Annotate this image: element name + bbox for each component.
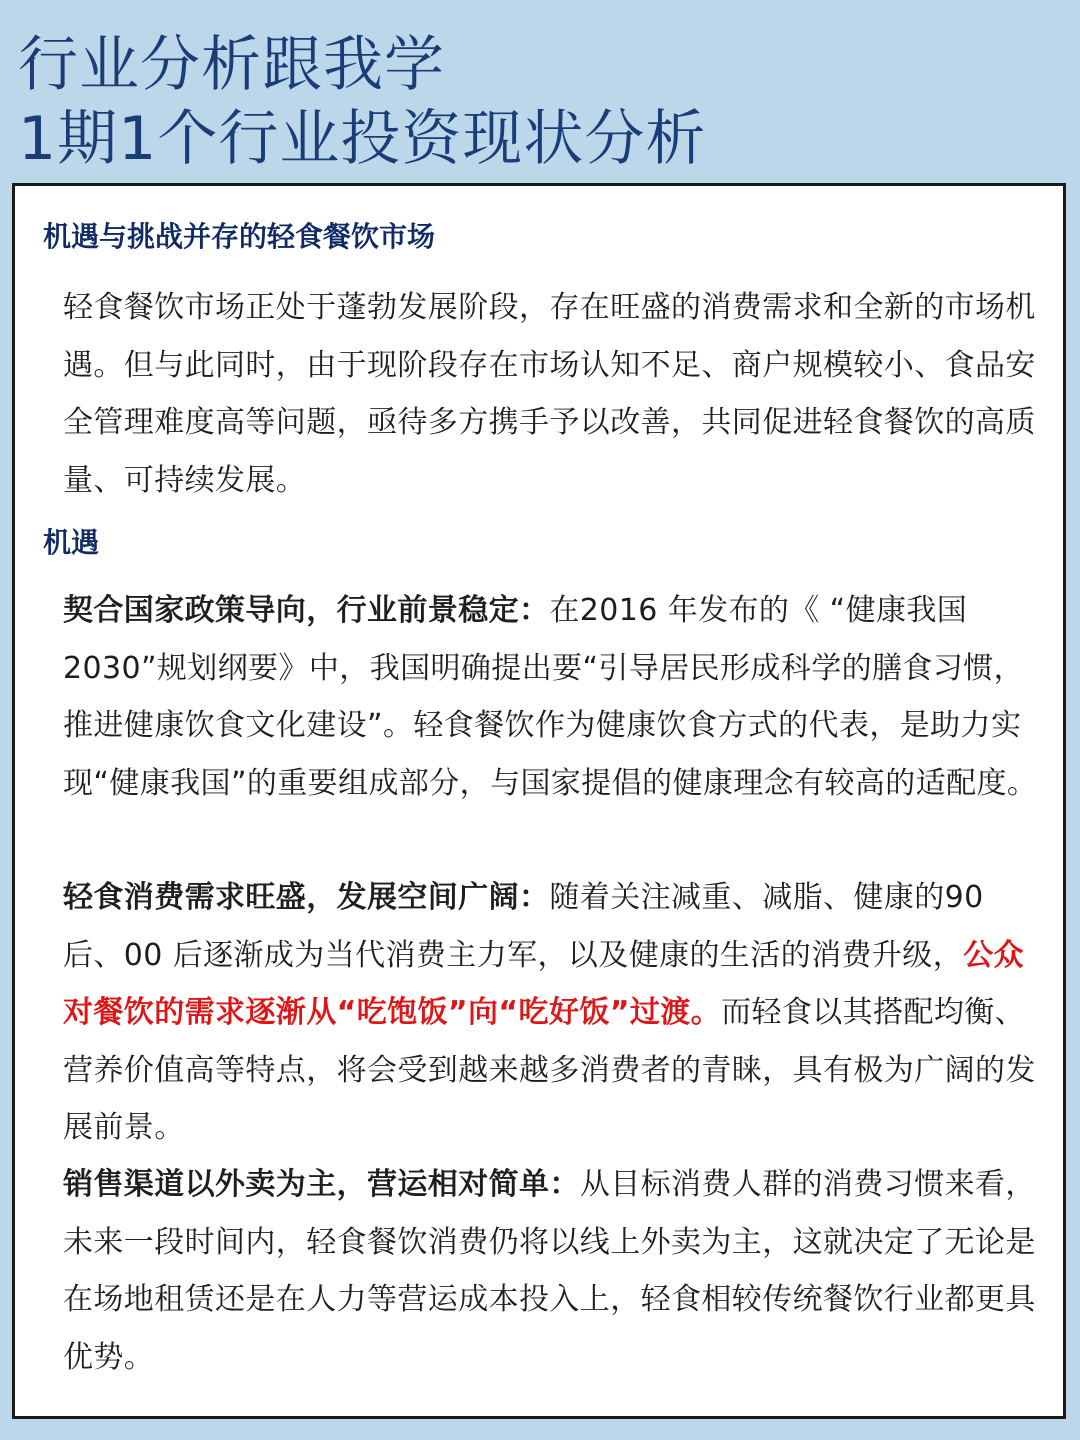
card-title: 机遇与挑战并存的轻食餐饮市场 bbox=[43, 220, 436, 253]
point-demand-highlight: 公众对餐饮的需求逐渐从“吃饱饭”向“吃好饭”过渡。 bbox=[63, 937, 1024, 1030]
point-policy bbox=[63, 582, 1038, 812]
header-title-line2: 1期1个行业投资现状分析 bbox=[18, 104, 707, 174]
point-demand bbox=[63, 869, 1038, 1157]
point-channel bbox=[63, 1156, 1038, 1386]
point-policy-label: 契合国家政策导向，行业前景稳定： bbox=[63, 593, 550, 628]
content-card bbox=[12, 183, 1066, 1419]
opportunity-heading: 机遇 bbox=[43, 526, 100, 559]
point-channel-text: 从目标消费人群的消费习惯来看，未来一段时间内，轻食餐饮消费仍将以线上外卖为主，这就决定了无论是在场地租赁还是在人力等营运成本投入上，轻食相较传统餐饮行业都更具优势。 bbox=[63, 1167, 1036, 1375]
point-policy-text: 在2016 年发布的《 “健康我国2030”规划纲要》中，我国明确提出要“引导居民形成科学的膳食习惯，推进健康饮食文化建设”。轻食餐饮作为健康饮食方式的代表，是助力实现“健康我国”的重要组成部分，与国家提倡的健康理念有较高的适配度。 bbox=[63, 593, 1038, 801]
point-demand-label: 轻食消费需求旺盛，发展空间广阔： bbox=[63, 880, 550, 915]
point-demand-text-before: 随着关注减重、减脂、健康的90后、00 后逐渐成为当代消费主力军，以及健康的生活的消费升级， bbox=[63, 880, 984, 973]
header-title-line1: 行业分析跟我学 bbox=[18, 30, 445, 100]
point-channel-label: 销售渠道以外卖为主，营运相对简单： bbox=[63, 1167, 580, 1202]
page-header bbox=[18, 28, 1058, 176]
intro-paragraph: 轻食餐饮市场正处于蓬勃发展阶段，存在旺盛的消费需求和全新的市场机遇。但与此同时，由于现阶段存在市场认知不足、商户规模较小、食品安全管理难度高等问题，亟待多方携手予以改善，共同促进轻食餐饮的高质量、可持续发展。 bbox=[63, 290, 1036, 498]
point-demand-text-after: 而轻食以其搭配均衡、营养价值高等特点，将会受到越来越多消费者的青睐，具有极为广阔的发展前景。 bbox=[63, 995, 1036, 1145]
